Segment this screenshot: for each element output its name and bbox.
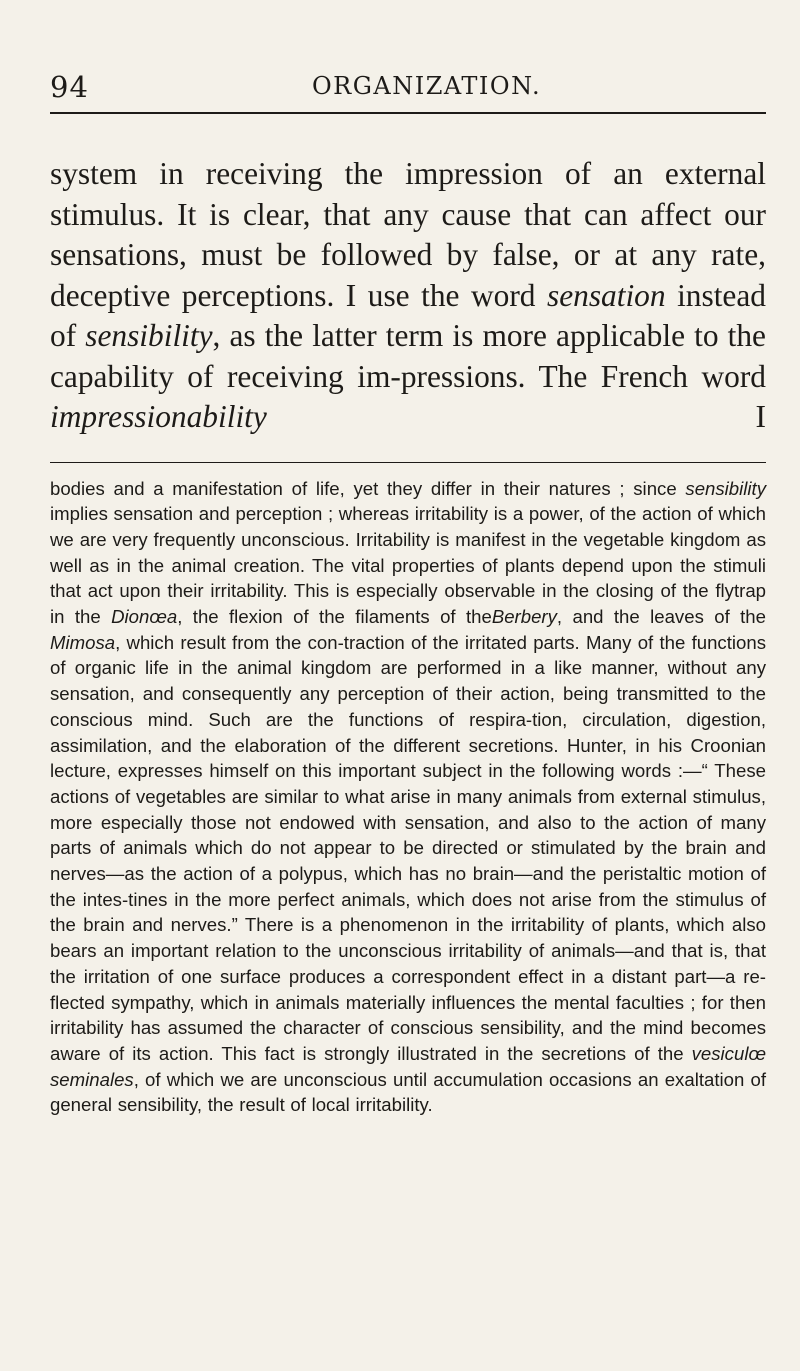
footnote [50,476,766,1119]
main-text-segment: instead of [50,277,766,353]
footnote-italic-term: Mimosa [50,631,116,653]
footnote-italic-term: Berbery [491,606,557,628]
footnote-text-segment: , and the leaves of the [556,606,766,628]
footnote-text-segment: , which result from the con-traction of the irritated parts. Many of the functions of organic life in the animal kingdom are performed in a like manner, without any sensation, and consequently any perception of their action, being transmitted to the conscious mind. Such are the functions of respira-tion, circulation, digestion, assimilation, and the elaboration of the different secretions. Hunter, in his Croonian lecture, expresses himself on this important subject in the following words :—“ These actions of vegetables are similar to what arise in many animals from external stimulus, more especially those not endowed with sensation, and also to the action of many parts of animals which do not appear to be directed or stimulated by the brain and nerves—as the action of a polypus, which has no brain—and the peristaltic motion of the intes-tines in the more perfect animals, which does not arise from the stimulus of the brain and nerves.” There is a phenomenon in the irritability of plants, which also bears an important relation to the unconscious irritability of animals—and that is, that the irritation of one surface produces a correspondent effect in a distant part—a re-flected sympathy, which in animals materially influences the mental faculties ; for then irritability has assumed the character of conscious sensibility, and the mind becomes aware of its action. This fact is strongly illustrated in the secretions of the [50,631,766,1064]
footnote-text-segment: bodies and a manifestation of life, yet they differ in their natures ; since [50,477,686,499]
footnote-italic-term: vesiculœ seminales [50,1042,766,1090]
main-italic-term: sensibility [85,318,213,353]
page-number: 94 [50,70,89,104]
running-head: ORGANIZATION. [312,72,542,100]
footnote-text-segment: implies sensation and perception ; whereas irritability is a power, of the action of which we are very frequently unconscious. Irritability is manifest in the vegetable kingdom as well as in the animal creation. The vital properties of plants depend upon the stimuli that act upon their irritability. This is especially observable in the closing of the flytrap in the [50,503,766,628]
main-italic-term: sensation [546,277,666,313]
main-text-segment: , as the latter term is more applicable to the capability of receiving im-pressions. The French word [50,318,766,394]
main-text-segment: I [266,399,766,434]
footnote-paragraph [50,476,766,1119]
main-paragraph [50,154,766,438]
book-page [50,70,766,1118]
main-text-segment: system in receiving the impression of an external stimulus. It is clear, that any cause that can affect our sensations, must be followed by false, or at any rate, deceptive perceptions. I use the word [50,156,766,313]
footnote-text-segment: , of which we are unconscious until accumulation occasions an exaltation of general sensibility, the result of local irritability. [50,1068,766,1116]
footnote-italic-term: sensibility [685,477,766,499]
main-text [50,154,766,438]
page-header [50,70,766,110]
footnote-text-segment: , the flexion of the filaments of the [177,606,492,628]
header-rule [50,112,766,114]
footnote-italic-term: Dionœa [111,606,178,628]
footnote-rule [50,462,766,463]
main-italic-term: impressionability [50,399,267,434]
